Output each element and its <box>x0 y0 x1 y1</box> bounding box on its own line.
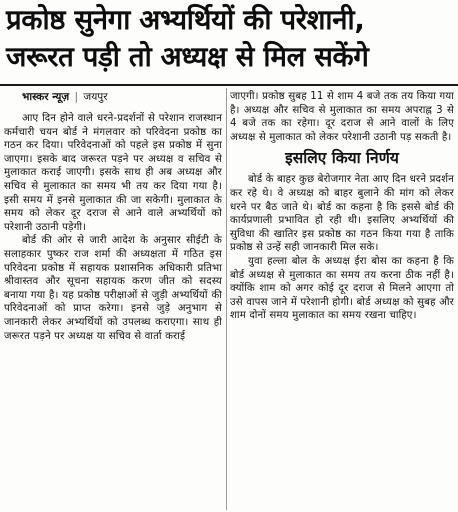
headline <box>6 2 456 76</box>
headline-line-2: जरूरत पड़ी तो अध्यक्ष से मिल सकेंगे <box>6 41 369 73</box>
byline-source: भास्कर न्यूज़ <box>22 91 70 103</box>
body-paragraph-2: बोर्ड की ओर से जारी आदेश के अनुसार सीईटी के सलाहकार पुष्कर राज शर्मा की अध्यक्षता में गठित इस परिवेदना प्रकोष्ठ में सहायक प्रशासनिक अधिकारी प्रतिभा श्रीवास्तव और सूचना सहायक करण जीत को सदस्य बनाया गया है। यह प्रकोष्ठ परीक्षाओं से जुड़ी अभ्यर्थियों की परिवेदनाओं को प्राप्त करेगा। इनसे जुड़े अनुभाग से जानकारी लेकर अभ्यर्थियों को उपलब्ध कराएगा। साथ ही जरूरत पड़ने पर अध्यक्ष या सचिव से वार्ता कराई <box>4 235 222 342</box>
left-column <box>4 90 222 510</box>
byline-separator: | <box>74 91 79 103</box>
column-divider <box>226 88 227 510</box>
body-paragraph-3: बोर्ड के बाहर कुछ बेरोजगार नेता आए दिन धरने प्रदर्शन कर रहे थे। वे अध्यक्ष को बाहर बुलाने की मांग को लेकर धरने पर बैठ जाते थे। बोर्ड का कहना है कि इससे बोर्ड की कार्यप्रणाली प्रभावित हो रही थी। इसलिए अभ्यर्थियों की सुविधा की खातिर इस प्रकोष्ठ का गठन किया गया है ताकि प्रकोष्ठ से उन्हें सही जानकारी मिल सके। <box>230 174 454 254</box>
body-paragraph-4: युवा हल्ला बोल के अध्यक्ष ईरा बोस का कहना है कि बोर्ड अध्यक्ष से मुलाकात का समय तय करना ठीक नहीं है। क्योंकि शाम को अगर कोई दूर दराज से मिलने आएगा तो उसे वापस जाने में परेशानी होगी। बोर्ड अध्यक्ष को सुबह और शाम दोनों समय मुलाकात का समय रखना चाहिए। <box>230 255 454 322</box>
subheading: इसलिए किया निर्णय <box>285 149 399 168</box>
byline <box>4 90 222 104</box>
byline-city: जयपुर <box>83 91 108 103</box>
body-paragraph-continued: जाएगी। प्रकोष्ठ सुबह 11 से शाम 4 बजे तक तय किया गया है। अध्यक्ष और सचिव से मुलाकात का समय अपराह्न 3 से 4 बजे तक का रहेगा। दूर दराज से आने वालों के लिए अध्यक्ष से मुलाकात को लेकर परेशानी उठानी पड़ सकती है। <box>230 91 454 143</box>
headline-line-1: प्रकोष्ठ सुनेगा अभ्यर्थियों की परेशानी, <box>6 4 365 36</box>
headline-rule <box>0 84 458 86</box>
body-paragraph-1: आए दिन होने वाले धरने-प्रदर्शनों से परेशान राजस्थान कर्मचारी चयन बोर्ड ने मंगलवार को परिवेदना प्रकोष्ठ का गठन कर दिया। परिवेदनाओं को पहले इस प्रकोष्ठ में सुना जाएगा। इसके बाद जरूरत पड़ने पर अध्यक्ष व सचिव से मुलाकात कराई जाएगी। इसके साथ ही अब अध्यक्ष और सचिव से मुलाकात का समय भी तय कर दिया गया है। इसी समय में इनसे मुलाकात की जा सकेगी। मुलाकात के समय को लेकर दूर दराज से आने वाले अभ्यर्थियों को परेशानी उठानी पड़ेगी। <box>4 113 222 233</box>
right-column <box>230 90 454 510</box>
